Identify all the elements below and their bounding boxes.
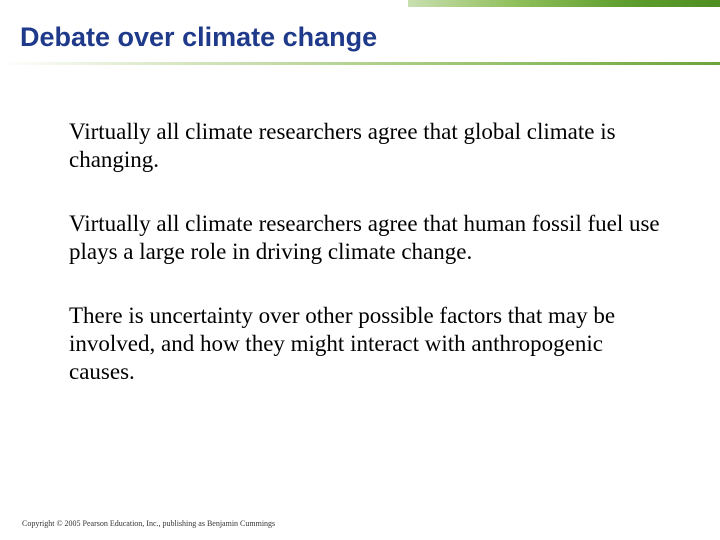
slide-title: Debate over climate change [20, 22, 378, 52]
paragraph-uncertainty-factors: There is uncertainty over other possible factors that may be involved, and how they might interact with anthropogenic causes. [69, 303, 616, 384]
slide-body [69, 118, 669, 386]
top-bar-blank [0, 0, 408, 7]
copyright-notice: Copyright © 2005 Pearson Education, Inc., publishing as Benjamin Cummings [22, 519, 276, 528]
paragraph-fossil-fuel-role: Virtually all climate researchers agree that human fossil fuel use plays a large role in driving climate change. [69, 211, 660, 264]
top-accent-bar [0, 0, 720, 7]
top-bar-green-gradient [408, 0, 720, 7]
title-divider [0, 62, 720, 65]
paragraph-global-climate-changing: Virtually all climate researchers agree that global climate is changing. [69, 119, 616, 172]
